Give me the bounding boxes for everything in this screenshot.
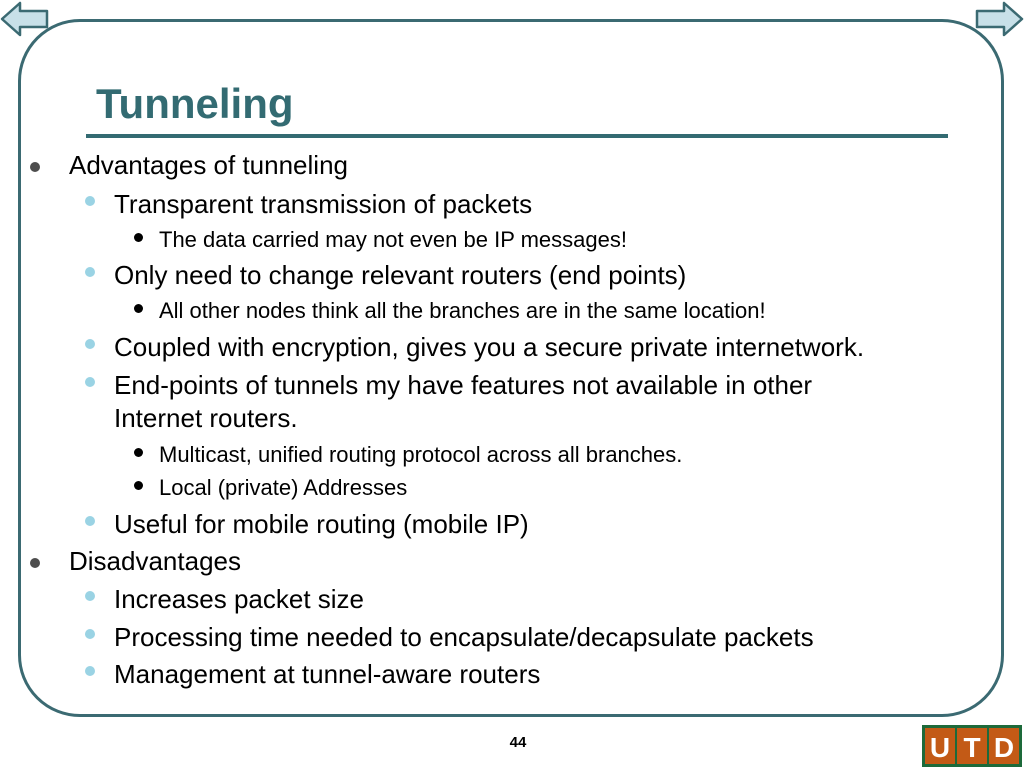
svg-text:D: D — [993, 732, 1015, 763]
bullet-marker — [30, 162, 40, 172]
bullet-marker — [134, 233, 143, 242]
bullet-list: Advantages of tunneling Transparent transmission of packets The data carried may not even be IP messages! Only need to change relevant routers (end points) All other nodes think all the branches are in the same location! Coupled with encryption, gives you a secure private internetwork. End-points of tunnels my have features not available in other Internet routers. Multicast, unified routing protocol across all branches. Local (private) Addresses Useful for mobile routing (mobile IP) Disadvantages Increases packet size Processing time needed to encapsulate/decapsulate packets Management at tunnel-aware routers — [0, 0, 1024, 768]
slide-title: Tunneling — [96, 80, 294, 127]
bullet-marker — [85, 629, 95, 639]
bullet-marker — [134, 481, 143, 490]
bullet-marker — [134, 304, 143, 313]
svg-text:U: U — [929, 732, 951, 763]
bullet-marker — [85, 377, 95, 387]
svg-text:T: T — [963, 732, 981, 763]
bullet-marker — [85, 267, 95, 277]
bullet-marker — [85, 666, 95, 676]
bullet-marker — [134, 448, 143, 457]
utd-logo — [922, 725, 1022, 767]
bullet-marker — [85, 196, 95, 206]
page-number: 44 — [509, 734, 527, 751]
bullet-marker — [30, 558, 40, 568]
bullet-marker — [85, 516, 95, 526]
bullet-marker — [85, 339, 95, 349]
bullet-marker — [85, 591, 95, 601]
